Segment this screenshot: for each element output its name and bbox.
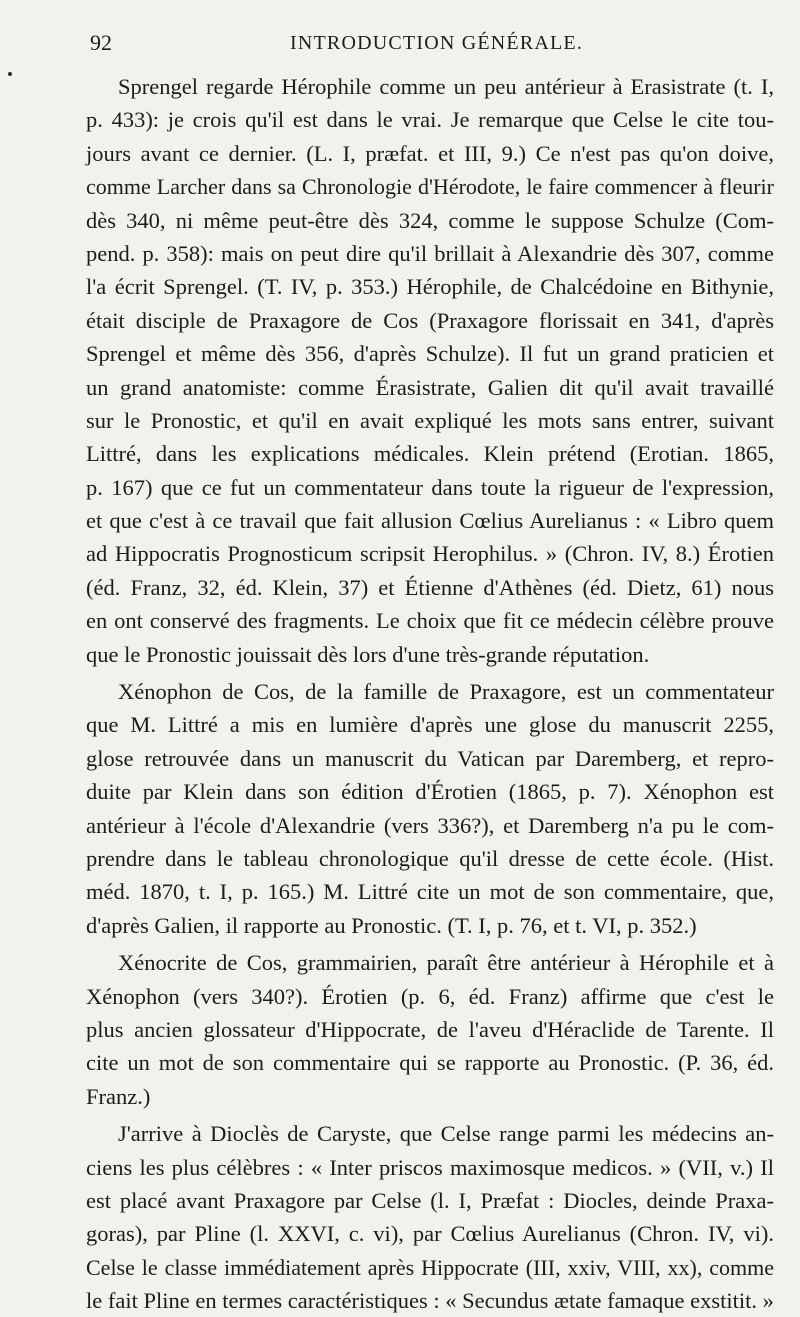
running-title: INTRODUCTION GÉNÉRALE. — [290, 32, 584, 54]
text-line: antérieur à l'école d'Alexandrie (vers 336?), et Daremberg n'a pu le com- — [86, 812, 774, 838]
text-line: que M. Littré a mis en lumière d'après une glose du manuscrit 2255, — [86, 712, 774, 738]
text-line: Celse le classe immédiatement après Hippocrate (III, xxiv, VIII, xx), comme — [86, 1254, 774, 1280]
text-line: dès 340, ni même peut-être dès 324, comme le suppose Schulze (Com- — [86, 207, 774, 233]
text-line: est placé avant Praxagore par Celse (l. I, Præfat : Diocles, deinde Praxa- — [86, 1187, 774, 1213]
text-line: ciens les plus célèbres : « Inter priscos maximosque medicos. » (VII, v.) Il — [86, 1154, 774, 1180]
text-line: comme Larcher dans sa Chronologie d'Hérodote, le faire commencer à fleurir — [86, 174, 774, 200]
text-line: Sprengel et même dès 356, d'après Schulze). Il fut un grand praticien et — [86, 341, 774, 367]
text-line: le fait Pline en termes caractéristiques : « Secundus ætate famaque exstitit. » — [86, 1288, 774, 1314]
page-number: 92 — [90, 30, 112, 55]
text-line: duite par Klein dans son édition d'Érotien (1865, p. 7). Xénophon est — [86, 779, 774, 805]
text-line: (éd. Franz, 32, éd. Klein, 37) et Étienne d'Athènes (éd. Dietz, 61) nous — [86, 574, 774, 600]
text-line: Xénocrite de Cos, grammairien, paraît être antérieur à Hérophile et à — [118, 950, 774, 976]
text-line: Sprengel regarde Hérophile comme un peu antérieur à Erasistrate (t. I, — [118, 74, 774, 99]
text-line: p. 167) que ce fut un commentateur dans toute la rigueur de l'expression, — [86, 474, 774, 500]
text-line: jours avant ce dernier. (L. I, præfat. et III, 9.) Ce n'est pas qu'on doive, — [86, 140, 774, 166]
text-line: ad Hippocratis Prognosticum scripsit Herophilus. » (Chron. IV, 8.) Érotien — [86, 541, 774, 567]
text-line: était disciple de Praxagore de Cos (Praxagore florissait en 341, d'après — [86, 307, 774, 333]
text-line: Littré, dans les explications médicales. Klein prétend (Erotian. 1865, — [86, 441, 774, 467]
text-line: en ont conservé des fragments. Le choix que fit ce médecin célèbre prouve — [86, 608, 774, 634]
text-line: l'a écrit Sprengel. (T. IV, p. 353.) Hérophile, de Chalcédoine en Bithynie, — [86, 274, 774, 300]
text-line: un grand anatomiste: comme Érasistrate, Galien dit qu'il avait travaillé — [86, 374, 774, 400]
text-line: sur le Pronostic, et qu'il en avait expliqué les mots sans entrer, suivant — [86, 407, 774, 433]
text-line: Xénophon (vers 340?). Érotien (p. 6, éd. Franz) affirme que c'est le — [86, 983, 774, 1009]
ink-speck — [8, 72, 12, 76]
text-line: J'arrive à Dioclès de Caryste, que Celse range parmi les médecins an- — [118, 1121, 774, 1147]
running-head — [90, 30, 790, 60]
text-line: et que c'est à ce travail que fait allusion Cœlius Aurelianus : « Libro quem — [86, 508, 774, 534]
text-line: méd. 1870, t. I, p. 165.) M. Littré cite un mot de son commentaire, que, — [86, 879, 774, 905]
text-line: prendre dans le tableau chronologique qu'il dresse de cette école. (Hist. — [86, 845, 774, 871]
text-line: pend. p. 358): mais on peut dire qu'il brillait à Alexandrie dès 307, comme — [86, 240, 774, 266]
text-line: glose retrouvée dans un manuscrit du Vatican par Daremberg, et repro- — [86, 745, 774, 771]
text-line: plus ancien glossateur d'Hippocrate, de l'aveu d'Héraclide de Tarente. Il — [86, 1016, 774, 1042]
body-text — [86, 70, 774, 1317]
text-line: Franz.) — [86, 1083, 151, 1109]
text-line: p. 433): je crois qu'il est dans le vrai. Je remarque que Celse le cite tou- — [86, 107, 774, 133]
text-line: cite un mot de son commentaire qui se rapporte au Pronostic. (P. 36, éd. — [86, 1050, 774, 1076]
text-line: d'après Galien, il rapporte au Pronostic. (T. I, p. 76, et t. VI, p. 352.) — [86, 912, 697, 938]
text-line: que le Pronostic jouissait dès lors d'une très-grande réputation. — [86, 641, 650, 667]
text-line: goras), par Pline (l. XXVI, c. vi), par Cœlius Aurelianus (Chron. IV, vi). — [86, 1221, 774, 1247]
text-line: Xénophon de Cos, de la famille de Praxagore, est un commentateur — [118, 679, 774, 705]
